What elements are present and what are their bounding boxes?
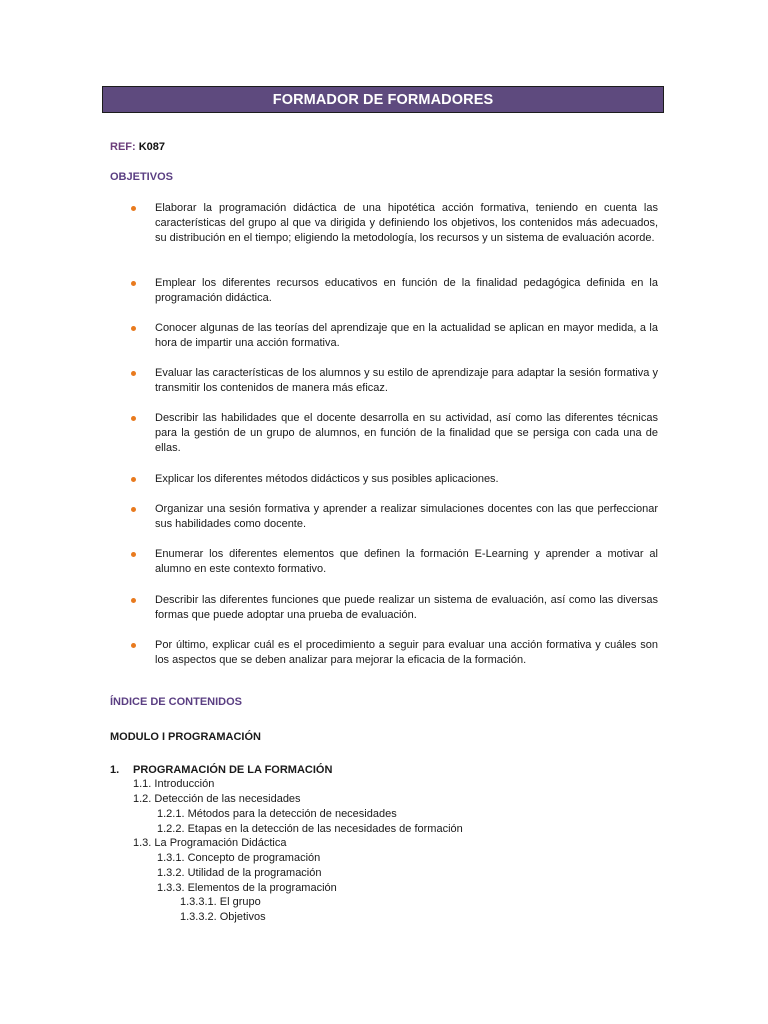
bullet-icon [131, 281, 136, 286]
toc-entry: 1.3.1. Concepto de programación [157, 852, 321, 864]
bullet-icon [131, 416, 136, 421]
objective-text: Emplear los diferentes recursos educativos en función de la finalidad pedagógica definida en la programación didáctica. [155, 277, 658, 305]
toc-entry: 1.2. Detección de las necesidades [133, 793, 301, 805]
toc-chapter-number: 1. [110, 764, 120, 776]
objective-text: Describir las diferentes funciones que puede realizar un sistema de evaluación, así como las diversas formas que puede adoptar una prueba de evaluación. [155, 594, 658, 622]
toc-entry: 1.3.3.2. Objetivos [180, 911, 266, 923]
objective-text: Explicar los diferentes métodos didácticos y sus posibles aplicaciones. [155, 473, 499, 485]
toc-entry: 1.2.2. Etapas en la detección de las necesidades de formación [157, 823, 463, 835]
toc-entry: 1.2.1. Métodos para la detección de necesidades [157, 808, 397, 820]
bullet-icon [131, 598, 136, 603]
bullet-icon [131, 552, 136, 557]
toc-entry: 1.1. Introducción [133, 778, 215, 790]
objectives-heading: OBJETIVOS [110, 171, 173, 183]
toc-entry: 1.3.3.1. El grupo [180, 896, 261, 908]
document-title: FORMADOR DE FORMADORES [272, 91, 494, 108]
bullet-icon [131, 477, 136, 482]
objective-text: Enumerar los diferentes elementos que definen la formación E-Learning y aprender a motivar al alumno en este contexto formativo. [155, 548, 658, 576]
bullet-icon [131, 643, 136, 648]
bullet-icon [131, 371, 136, 376]
objective-text: Organizar una sesión formativa y aprender a realizar simulaciones docentes con las que perfeccionar sus habilidades como docente. [155, 503, 658, 531]
objective-text: Evaluar las características de los alumnos y su estilo de aprendizaje para adaptar la sesión formativa y transmitir los contenidos de manera más eficaz. [155, 367, 658, 395]
bullet-icon [131, 206, 136, 211]
ref-value: K087 [138, 141, 166, 153]
objective-text: Elaborar la programación didáctica de una hipotética acción formativa, teniendo en cuenta las características del grupo al que va dirigida y definiendo los objetivos, los contenidos más adecuados, su distribución en el tiempo; eligiendo la metodología, los recursos y un sistema de evaluación acorde. [155, 202, 658, 245]
ref-label: REF: [110, 141, 136, 153]
toc-chapter-title: PROGRAMACIÓN DE LA FORMACIÓN [133, 764, 333, 776]
toc-entry: 1.3. La Programación Didáctica [133, 837, 287, 849]
module-title: MODULO I PROGRAMACIÓN [110, 731, 261, 743]
toc-entry: 1.3.2. Utilidad de la programación [157, 867, 322, 879]
bullet-icon [131, 326, 136, 331]
index-heading: ÍNDICE DE CONTENIDOS [110, 696, 243, 708]
objective-text: Por último, explicar cuál es el procedimiento a seguir para evaluar una acción formativa y cuáles son los aspectos que se deben analizar para mejorar la eficacia de la formación. [155, 639, 658, 667]
bullet-icon [131, 507, 136, 512]
objective-text: Conocer algunas de las teorías del aprendizaje que en la actualidad se aplican en mayor medida, a la hora de impartir una acción formativa. [155, 322, 658, 350]
reference-line [110, 141, 165, 153]
objective-text: Describir las habilidades que el docente desarrolla en su actividad, así como las diferentes técnicas para la gestión de un grupo de alumnos, en función de la finalidad que se persiga con cada una de ellas. [155, 412, 658, 455]
toc-entry: 1.3.3. Elementos de la programación [157, 882, 337, 894]
title-banner [102, 86, 664, 113]
